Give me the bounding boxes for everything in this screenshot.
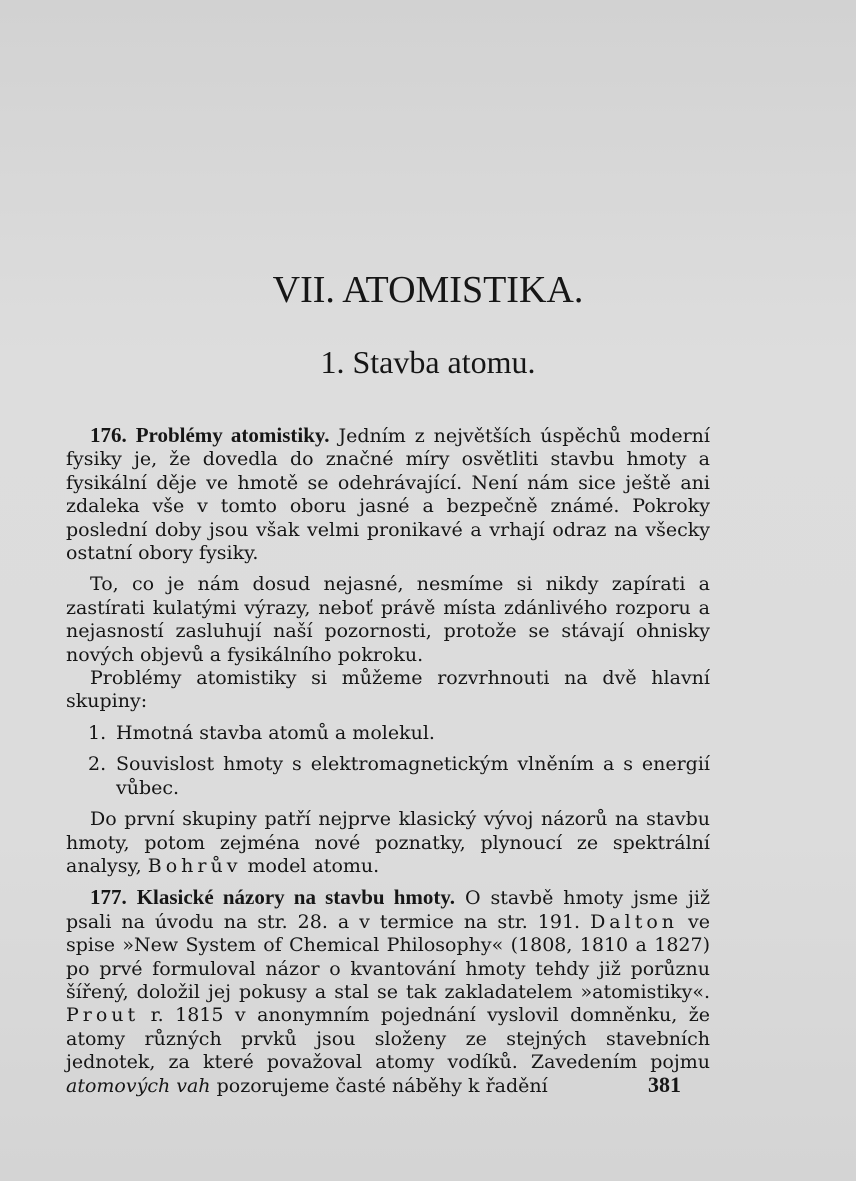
paragraph-groups: Problémy atomistiky si můžeme rozvrhnouti na dvě hlavní skupiny: (66, 667, 710, 713)
paragraph-text: model atomu. (247, 854, 380, 877)
paragraph-text: pozorujeme časté náběhy k řadění (216, 1074, 548, 1097)
paragraph-176 (66, 424, 710, 565)
paragraph-text: r. 1815 v anonymním pojednání vyslovil domněnku, že atomy různých prvků jsou složeny ze stejných stavebních jednotek, za které považoval atomy vodíků. Zavedením pojmu (66, 1004, 710, 1074)
paragraph-text: O stavbě hmoty jsme již psali na úvodu na str. 28. a v termice na str. 191. (66, 887, 711, 933)
paragraph-text: Jedním z největších úspěchů moderní fysiky je, že dovedla do značné míry osvětliti stavbu hmoty a fysikální děje ve hmotě se odehrávající. Není nám sice ještě ani zdaleka vše v tomto oboru jasné a bezpečně známé. Pokroky poslední doby jsou však velmi pronikavé a vrhají odraz na všecky ostatní obory fysiky. (66, 425, 710, 565)
paragraph-text: ve spise »New System of Chemical Philosophy« (1808, 1810 a 1827) po prvé formuloval názor o kvantování hmoty tehdy již porůznu šířený, doložil jej pokusy a stal se tak zakladatelem »atomistiky«. (66, 910, 710, 1003)
chapter-title: VII. ATOMISTIKA. (272, 269, 584, 311)
author-name: Bohrův (147, 854, 242, 877)
paragraph-first-group (66, 808, 710, 878)
page-number: 381 (648, 1072, 681, 1097)
list-item (66, 722, 710, 745)
list-item-text: Hmotná stavba atomů a molekul. (116, 721, 435, 744)
paragraph-177 (66, 886, 710, 1098)
body-text (66, 424, 710, 1098)
section-title: 1. Stavba atomu. (320, 344, 536, 380)
paragraph-number: 176. (90, 423, 127, 447)
list-item-text: Souvislost hmoty s elektromagnetickým vlněním a s energií vůbec. (116, 753, 710, 799)
paragraph-number: 177. (90, 885, 127, 910)
list-marker: 1. (88, 721, 107, 744)
paragraph-unclear: To, co je nám dosud nejasné, nesmíme si nikdy zapírati a zastírati kulatými výrazy, neboť právě místa zdánlivého rozporu a nejasností zasluhují naší pozornosti, protože se stávají ohnisky nových objevů a fysikálního pokroku. (66, 573, 710, 666)
author-name: Prout (66, 1004, 140, 1027)
paragraph-heading: Problémy atomistiky. (135, 423, 330, 447)
paragraph-heading: Klasické názory na stavbu hmoty. (136, 885, 456, 910)
author-name: Dalton (590, 910, 679, 933)
problem-list (66, 722, 710, 800)
list-marker: 2. (88, 753, 107, 776)
italic-term: atomových vah (66, 1074, 211, 1097)
paragraph-text: Do první skupiny patří nejprve klasický vývoj názorů na stavbu hmoty, potom zejména nové poznatky, plynoucí ze spektrální analysy, (66, 808, 710, 877)
list-item (66, 753, 710, 800)
